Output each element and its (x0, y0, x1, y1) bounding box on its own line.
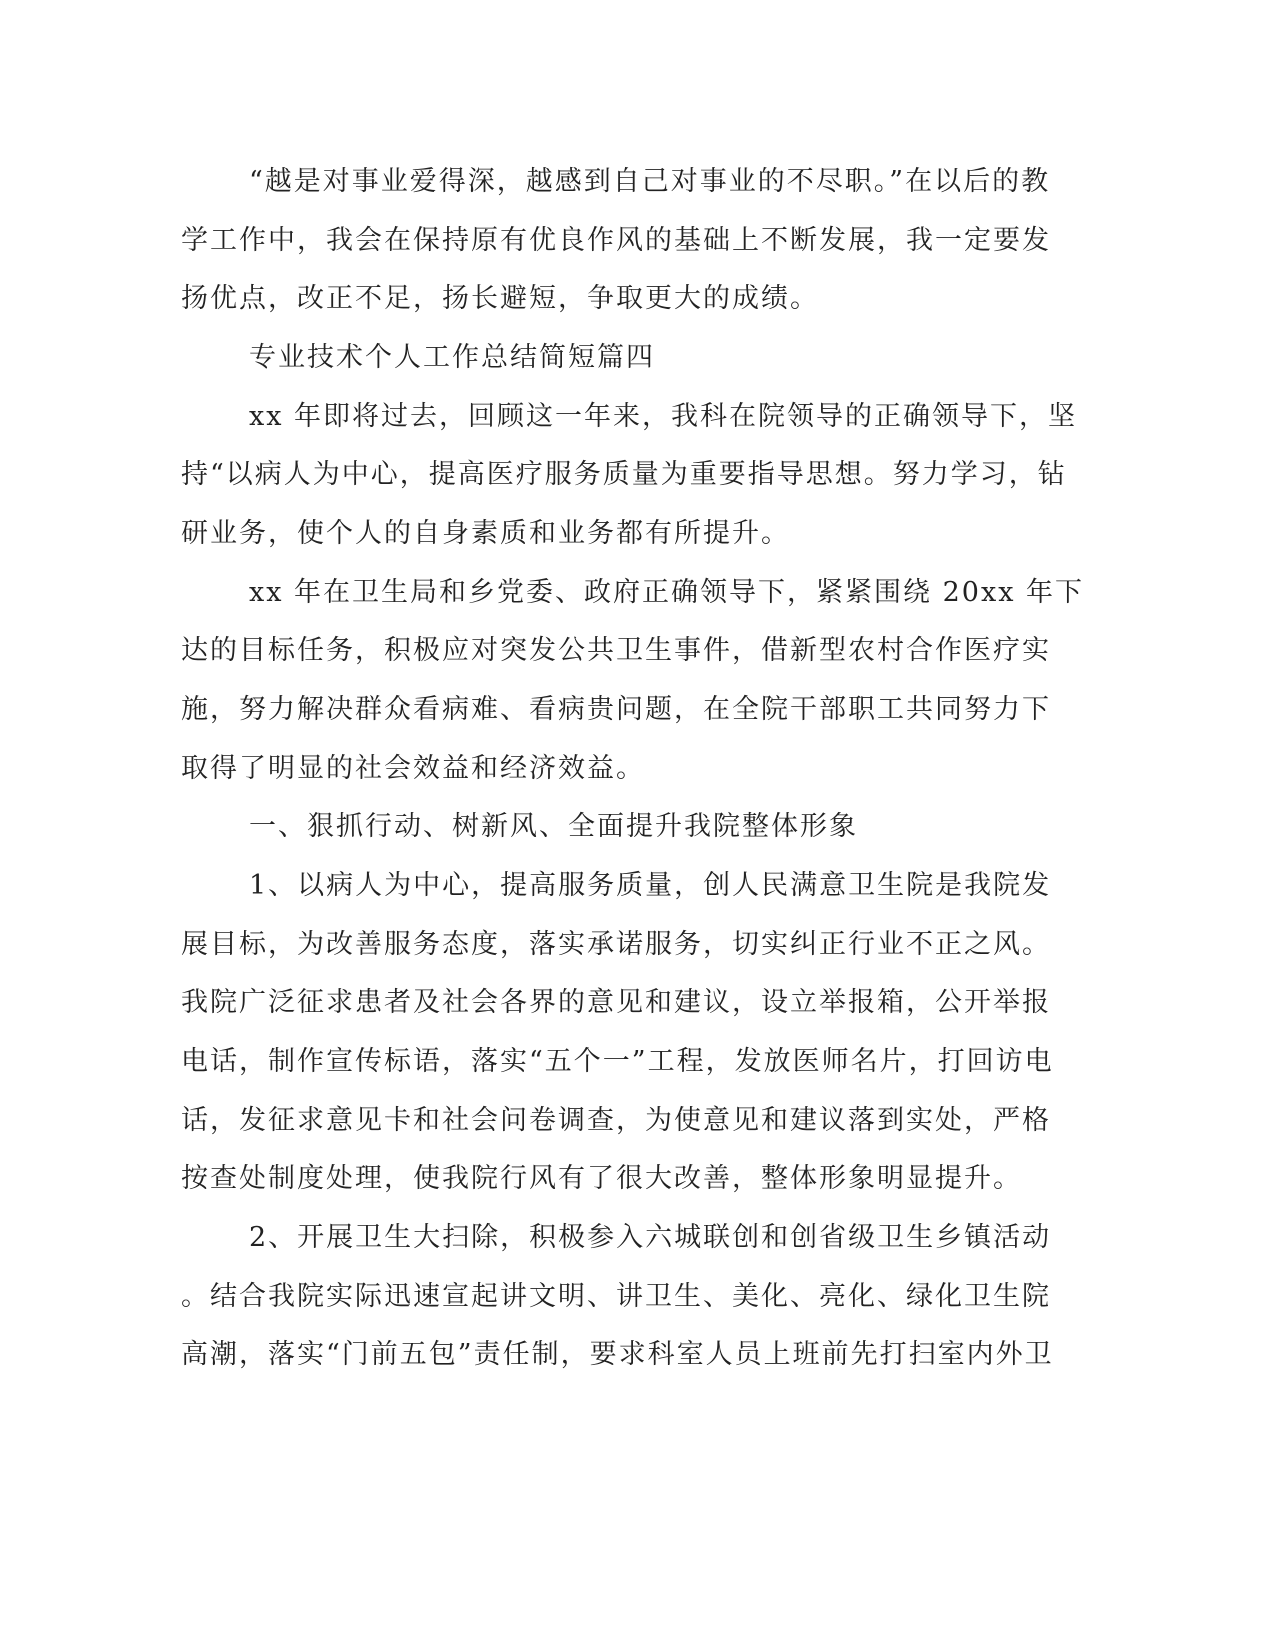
text-line: 扬优点，改正不足，扬长避短，争取更大的成绩。 (181, 283, 819, 314)
text-line: 电话，制作宣传标语，落实“五个一”工程，发放医师名片，打回访电 (181, 1046, 1054, 1077)
section-heading: 专业技术个人工作总结简短篇四 (249, 342, 655, 373)
text-line: xx 年在卫生局和乡党委、政府正确领导下，紧紧围绕 20xx 年下 (249, 577, 1085, 608)
text-line: xx 年即将过去，回顾这一年来，我科在院领导的正确领导下，坚 (249, 401, 1078, 432)
text-line: 施，努力解决群众看病难、看病贵问题，在全院干部职工共同努力下 (181, 694, 1051, 725)
text-line: 。结合我院实际迅速宣起讲文明、讲卫生、美化、亮化、绿化卫生院 (181, 1281, 1051, 1312)
text-line: 达的目标任务，积极应对突发公共卫生事件，借新型农村合作医疗实 (181, 635, 1051, 666)
text-line: 展目标，为改善服务态度，落实承诺服务，切实纠正行业不正之风。 (181, 929, 1051, 960)
text-line: 2、开展卫生大扫除，积极参入六城联创和创省级卫生乡镇活动 (249, 1222, 1052, 1253)
text-line: 研业务，使个人的自身素质和业务都有所提升。 (181, 518, 790, 549)
text-line: 学工作中，我会在保持原有优良作风的基础上不断发展，我一定要发 (181, 225, 1051, 256)
text-line: 话，发征求意见卡和社会问卷调查，为使意见和建议落到实处，严格 (181, 1105, 1051, 1136)
text-line: 我院广泛征求患者及社会各界的意见和建议，设立举报箱，公开举报 (181, 987, 1051, 1018)
section-heading: 一、狠抓行动、树新风、全面提升我院整体形象 (249, 811, 858, 842)
text-line: 1、以病人为中心，提高服务质量，创人民满意卫生院是我院发 (249, 870, 1052, 901)
text-line: 持“以病人为中心，提高医疗服务质量为重要指导思想。努力学习，钻 (181, 459, 1067, 490)
text-line: “越是对事业爱得深，越感到自己对事业的不尽职。”在以后的教 (249, 166, 1051, 197)
text-line: 取得了明显的社会效益和经济效益。 (181, 753, 645, 784)
text-line: 按查处制度处理，使我院行风有了很大改善，整体形象明显提升。 (181, 1163, 1022, 1194)
text-line: 高潮，落实“门前五包”责任制，要求科室人员上班前先打扫室内外卫 (181, 1339, 1054, 1370)
